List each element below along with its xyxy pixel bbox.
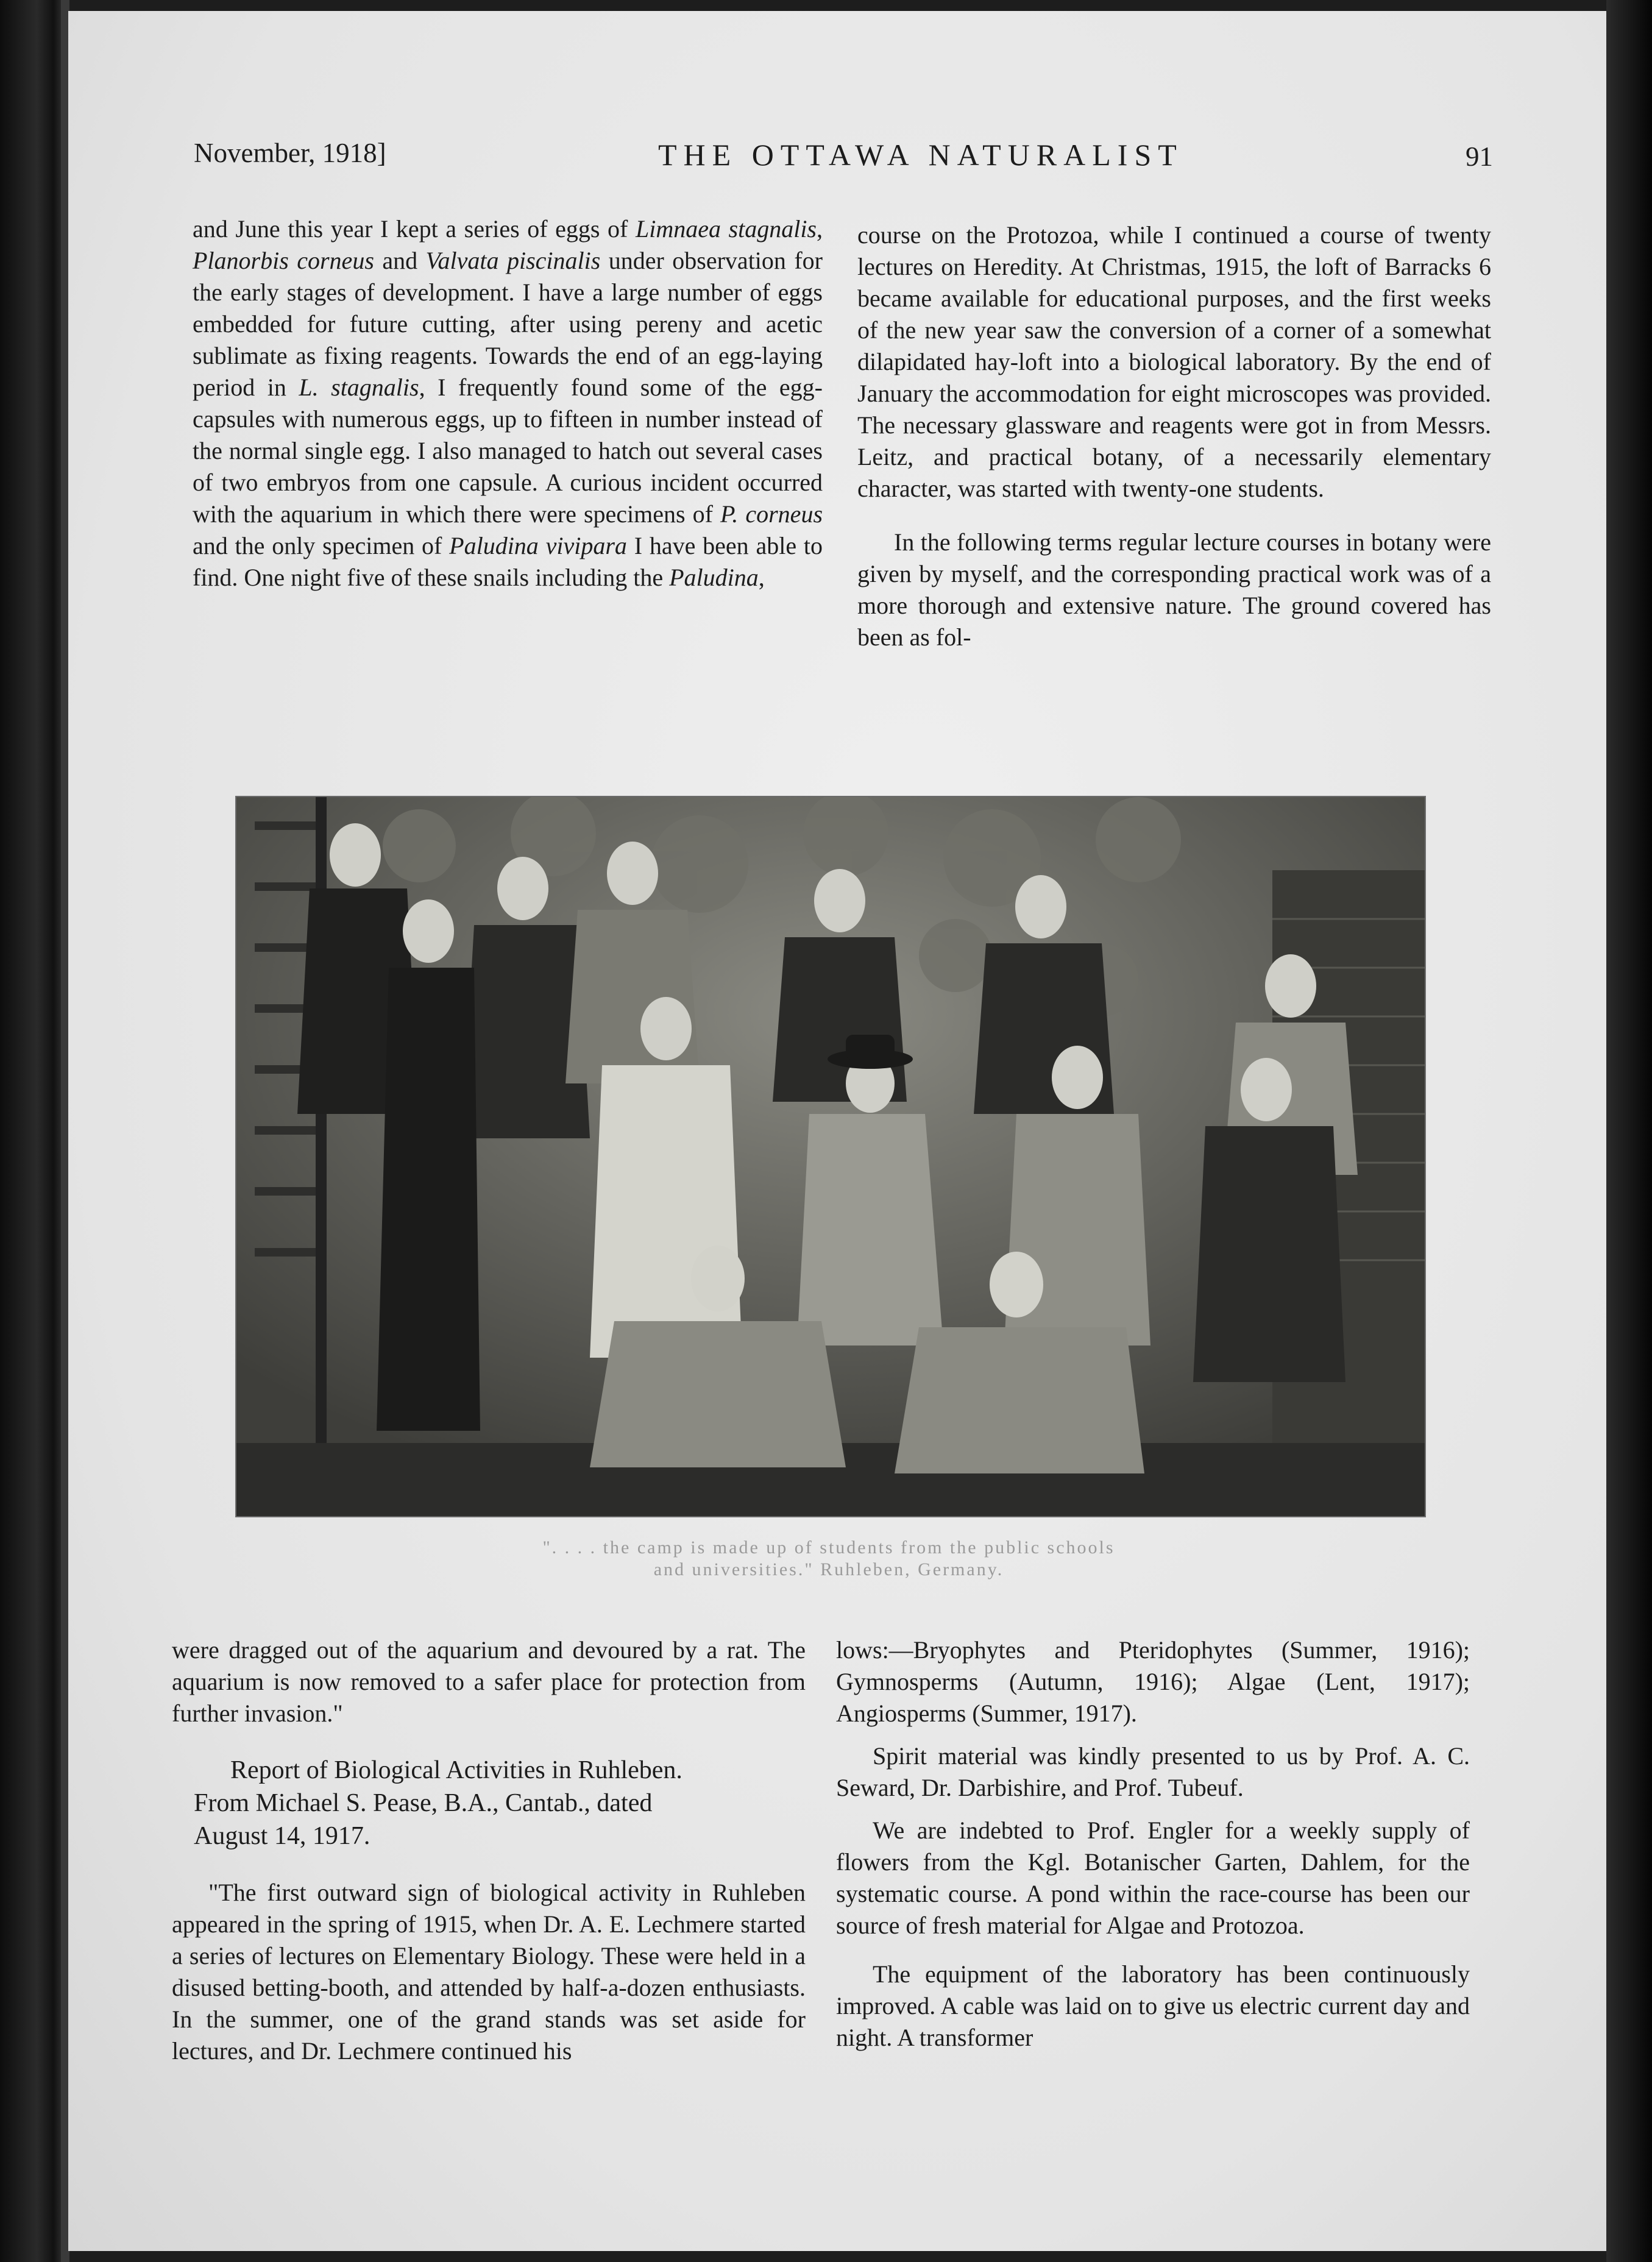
photo-caption xyxy=(341,1537,1316,1581)
paragraph xyxy=(193,213,823,594)
report-heading xyxy=(194,1754,806,1852)
column-top-right xyxy=(857,219,1491,653)
paragraph: In the following terms regular lecture courses in botany were given by myself, and the corresponding practical work was of a more thorough and extensive nature. The ground covered has been as fol- xyxy=(857,528,1491,651)
caption-line: ". . . . the camp is made up of students from the public schools xyxy=(542,1537,1115,1558)
species-name: Paludina xyxy=(669,564,759,591)
species-name: Paludina vivipara xyxy=(449,532,627,559)
photograph-image xyxy=(236,797,1425,1516)
text-run: and the only specimen of xyxy=(193,532,450,559)
paragraph: The equipment of the laboratory has been continuously improved. A cable was laid on to give us electric current day and night. A transformer xyxy=(836,1960,1470,2051)
text-run: under observation for the early stages of development. I have a large number of eggs embedded for future cutting, after using pereny and acetic sublimate as fixing reagents. Towards the end of an egg-laying period in xyxy=(193,247,823,401)
column-top-left xyxy=(193,213,823,594)
book-binding-right xyxy=(1606,0,1652,2262)
running-header xyxy=(128,137,1493,204)
book-binding-left xyxy=(0,0,67,2262)
species-name: Limnaea stagnalis xyxy=(635,215,817,243)
text-run: I have been able to find. One night five of these snails including the xyxy=(193,532,823,591)
issue-date: November, 1918] xyxy=(194,138,386,168)
column-bottom-left xyxy=(172,1634,806,2067)
text-run: , I frequently found some of the egg-capsules with numerous eggs, up to fifteen in number instead of the normal single egg. I also managed to hatch out several cases of two embryos from one capsule. A curious incident occurred with the aquarium in which there were specimens of xyxy=(193,374,823,528)
text-run: , xyxy=(758,564,765,591)
page-number: 91 xyxy=(1466,141,1493,172)
paragraph: course on the Protozoa, while I continued a course of twenty lectures on Heredity. At Christmas, 1915, the loft of Barracks 6 became available for educational purposes, and the first weeks of the new year saw the conversion of a corner of a somewhat dilapidated hay-loft into a biological laboratory. By the end of January the accommodation for eight microscopes was provided. The necessary glassware and reagents were got in from Messrs. Leitz, and practical botany, of a necessarily elementary character, was started with twenty-one students. xyxy=(857,221,1491,502)
species-name: L. stagnalis xyxy=(299,374,419,401)
group-photograph xyxy=(236,797,1425,1516)
species-name: P. corneus xyxy=(720,500,823,528)
species-name: Valvata piscinalis xyxy=(425,247,601,274)
heading-line: From Michael S. Pease, B.A., Cantab., dated xyxy=(194,1789,653,1817)
text-run: and xyxy=(374,247,426,274)
species-name: Planorbis corneus xyxy=(193,247,374,274)
journal-title: THE OTTAWA NATURALIST xyxy=(658,138,1183,172)
text-run: and June this year I kept a series of eggs of xyxy=(193,215,636,243)
heading-line: August 14, 1917. xyxy=(194,1822,370,1850)
caption-line: and universities." Ruhleben, Germany. xyxy=(653,1559,1004,1580)
column-bottom-right xyxy=(836,1634,1470,2054)
heading-line: Report of Biological Activities in Ruhleben. xyxy=(230,1756,682,1784)
paragraph: We are indebted to Prof. Engler for a weekly supply of flowers from the Kgl. Botanischer Garten, Dahlem, for the systematic course. A pond within the race-course has been our source of fresh material for Algae and Protozoa. xyxy=(836,1817,1470,1939)
paragraph: Spirit material was kindly presented to us by Prof. A. C. Seward, Dr. Darbishire, and Prof. Tubeuf. xyxy=(836,1742,1470,1801)
paragraph: lows:—Bryophytes and Pteridophytes (Summer, 1916); Gymnosperms (Autumn, 1916); Algae (Lent, 1917); Angiosperms (Summer, 1917). xyxy=(836,1636,1470,1727)
paragraph: "The first outward sign of biological activity in Ruhleben appeared in the spring of 1915, when Dr. A. E. Lechmere started a series of lectures on Elementary Biology. These were held in a disused betting-booth, and attended by half-a-dozen enthusiasts. In the summer, one of the grand stands was set aside for lectures, and Dr. Lechmere continued his xyxy=(172,1879,806,2065)
paragraph: were dragged out of the aquarium and devoured by a rat. The aquarium is now removed to a safer place for protection from further invasion." xyxy=(172,1636,806,1727)
text-run: , xyxy=(817,215,823,243)
